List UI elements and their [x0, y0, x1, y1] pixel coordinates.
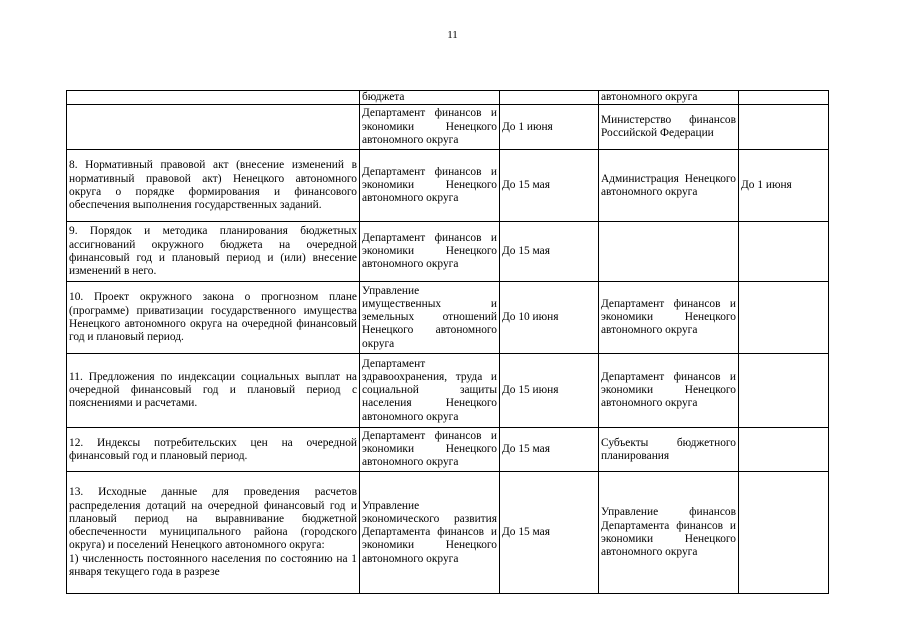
item-cell: 11. Предложения по индексации социальных выплат на очередной финансовый год и плановый период с пояснениями и расчетами.	[67, 354, 360, 428]
recipient-cell: Управление финансов Департамента финансов и экономики Ненецкого автономного округа	[599, 472, 739, 594]
deadline-cell: До 15 мая	[500, 428, 599, 472]
page-number: 11	[447, 29, 458, 41]
deadline-cell: До 1 июня	[500, 105, 599, 150]
recipient-deadline-cell	[739, 472, 829, 594]
recipient-cell: Администрация Ненецкого автономного округа	[599, 150, 739, 222]
item-cell: 9. Порядок и методика планирования бюджетных ассигнований окружного бюджета на очередной финансовый год и плановый период и (или) внесение изменений в него.	[67, 222, 360, 282]
responsible-cell: Управление имущественных и земельных отношений Ненецкого автономного округа	[360, 282, 500, 354]
responsible-cell: Департамент финансов и экономики Ненецкого автономного округа	[360, 105, 500, 150]
deadline-cell: До 15 мая	[500, 222, 599, 282]
deadline-cell: До 15 мая	[500, 150, 599, 222]
responsible-cell: бюджета	[360, 91, 500, 105]
deadline-cell: До 15 мая	[500, 472, 599, 594]
responsible-cell: Управление экономического развития Департамента финансов и экономики Ненецкого автономного округа	[360, 472, 500, 594]
table-row	[67, 222, 829, 282]
responsible-cell: Департамент финансов и экономики Ненецкого автономного округа	[360, 222, 500, 282]
table-row	[67, 282, 829, 354]
deadline-table	[66, 90, 829, 594]
table-row	[67, 105, 829, 150]
recipient-deadline-cell	[739, 282, 829, 354]
responsible-cell: Департамент финансов и экономики Ненецкого автономного округа	[360, 428, 500, 472]
recipient-cell: автономного округа	[599, 91, 739, 105]
deadline-cell: До 10 июня	[500, 282, 599, 354]
recipient-deadline-cell	[739, 428, 829, 472]
recipient-deadline-cell	[739, 91, 829, 105]
item-cell	[67, 105, 360, 150]
recipient-cell: Министерство финансов Российской Федерации	[599, 105, 739, 150]
item-cell: 12. Индексы потребительских цен на очередной финансовый год и плановый период.	[67, 428, 360, 472]
table-row	[67, 472, 829, 594]
item-cell: 10. Проект окружного закона о прогнозном плане (программе) приватизации государственного имущества Ненецкого автономного округа на очередной финансовый год и плановый период.	[67, 282, 360, 354]
deadline-cell	[500, 91, 599, 105]
responsible-cell: Департамент здравоохранения, труда и социальной защиты населения Ненецкого автономного округа	[360, 354, 500, 428]
item-text: 13. Исходные данные для проведения расчетов распределения дотаций на очередной финансовый год и плановый период на выравнивание бюджетной обеспеченности муниципального района (городского округа) и поселений Ненецкого автономного округа:	[69, 486, 357, 552]
table-row	[67, 91, 829, 105]
recipient-deadline-cell	[739, 354, 829, 428]
table-row	[67, 354, 829, 428]
table-row	[67, 428, 829, 472]
recipient-cell: Департамент финансов и экономики Ненецкого автономного округа	[599, 354, 739, 428]
recipient-deadline-cell	[739, 105, 829, 150]
deadline-cell: До 15 июня	[500, 354, 599, 428]
item-cell	[67, 472, 360, 594]
table-row	[67, 150, 829, 222]
responsible-cell: Департамент финансов и экономики Ненецкого автономного округа	[360, 150, 500, 222]
recipient-deadline-cell: До 1 июня	[739, 150, 829, 222]
item-cell: 8. Нормативный правовой акт (внесение изменений в нормативный правовой акт) Ненецкого автономного округа о порядке формирования и финансового обеспечения выполнения государственных заданий.	[67, 150, 360, 222]
recipient-cell	[599, 222, 739, 282]
recipient-cell: Департамент финансов и экономики Ненецкого автономного округа	[599, 282, 739, 354]
item-cell	[67, 91, 360, 105]
item-subtext: 1) численность постоянного населения по состоянию на 1 января текущего года в разрезе	[69, 552, 357, 579]
recipient-deadline-cell	[739, 222, 829, 282]
recipient-cell: Субъекты бюджетного планирования	[599, 428, 739, 472]
